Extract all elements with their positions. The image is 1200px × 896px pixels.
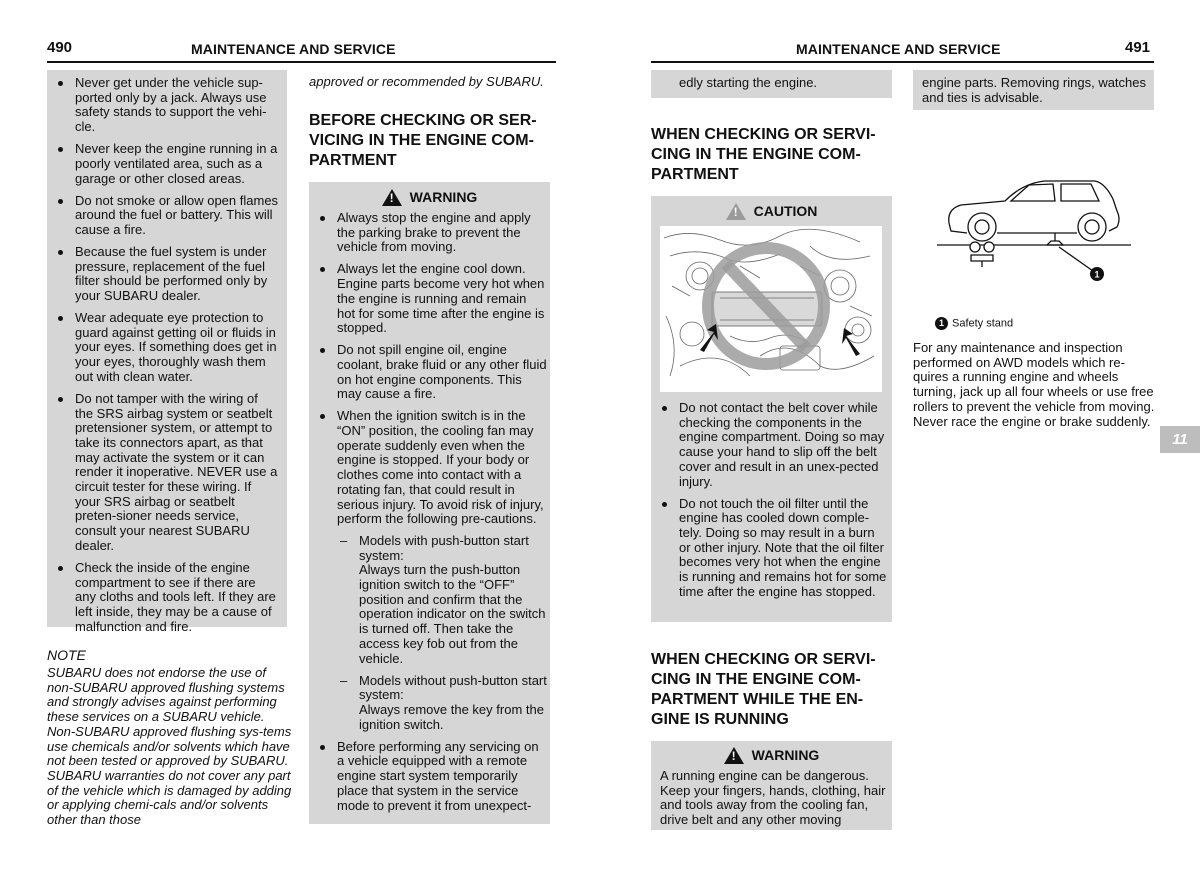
caution-triangle-icon: ! — [726, 203, 746, 220]
precaution-sub-list — [337, 534, 547, 732]
list-item: Do not contact the belt cover while checking the components in the engine compartment. Doing so may cause your hand to slip off the belt cover and result in an unex-pected injury. — [651, 401, 889, 489]
note-title: NOTE — [47, 647, 86, 663]
figure-legend — [935, 317, 1013, 330]
list-item — [337, 674, 547, 733]
caution-header — [651, 200, 892, 222]
section-heading-engine-running: WHEN CHECKING OR SERVI-CING IN THE ENGINE COM-PARTMENT WHILE THE EN-GINE IS RUNNING — [651, 651, 876, 728]
section-heading-before-checking: BEFORE CHECKING OR SER-VICING IN THE ENGINE COM-PARTMENT — [309, 112, 537, 169]
sub-item-body: Always remove the key from the ignition switch. — [359, 701, 544, 732]
list-item: Never keep the engine running in a poorly ventilated area, such as a garage or other closed areas. — [47, 142, 279, 186]
list-item: Do not spill engine oil, engine coolant, brake fluid or any other fluid on hot engine components. This may cause a fire. — [309, 343, 547, 402]
sub-item-title: – Models without push-button start system: — [359, 672, 547, 703]
safety-precautions-box — [47, 70, 287, 634]
caution-box — [651, 196, 892, 622]
warning-continuation-box-2 — [913, 70, 1154, 110]
warning-box-right — [651, 741, 892, 830]
right-header-title: MAINTENANCE AND SERVICE — [796, 41, 1001, 57]
section-heading-when-checking: WHEN CHECKING OR SERVI-CING IN THE ENGINE COM-PARTMENT — [651, 126, 876, 183]
warning-label: WARNING — [751, 747, 820, 763]
ignition-bullet-text: When the ignition switch is in the “ON” position, the cooling fan may operate suddenly even when the engine is stopped. If your body or clothes come into contact with a rotating fan, that could result in serious injury. To avoid risk of injury, perform the following pre-cautions. — [337, 408, 544, 527]
warning-continuation-box — [651, 70, 892, 98]
warning-bullet-list — [309, 211, 547, 821]
caution-bullet-list — [651, 401, 889, 607]
figure-callout-number: 1 — [1094, 269, 1100, 280]
list-item: Do not tamper with the wiring of the SRS airbag system or seatbelt pretensioner system, or attempt to take its connectors apart, as that may activate the system or it can render it inoperative. NEVER use a circuit tester for these wiring. If your SRS airbag or seatbelt preten-sioner needs service, consult your nearest SUBARU dealer. — [47, 392, 279, 554]
sub-item-body: Always turn the push-button ignition switch to the “OFF” position and confirm that the operation indicator on the switch is turned off. Then take the access key fob out from the vehicle. — [359, 562, 546, 666]
awd-maintenance-text: For any maintenance and inspection performed on AWD models which re-quires a running engine and wheels turning, jack up all four wheels or use free rollers to prevent the vehicle from moving. Never race the engine or brake suddenly. — [913, 340, 1155, 429]
caution-label: CAUTION — [753, 203, 818, 219]
list-item — [337, 534, 547, 666]
list-item: Because the fuel system is under pressure, replacement of the fuel filter should be performed only by your SUBARU dealer. — [47, 245, 279, 304]
safety-bullet-list — [47, 70, 287, 634]
legend-label: Safety stand — [952, 317, 1014, 330]
engine-illustration-svg — [660, 226, 882, 392]
right-page-number: 491 — [1125, 39, 1151, 56]
warning-triangle-icon: ! — [724, 747, 744, 764]
warning-triangle-icon: ! — [382, 189, 402, 206]
warning-header — [309, 187, 550, 207]
left-header-rule — [47, 61, 556, 63]
list-item: Wear adequate eye protection to guard against getting oil or fluids in your eyes. If something does get in your eyes, thoroughly wash them out with clean water. — [47, 311, 279, 385]
list-item: Do not smoke or allow open flames around the fuel or battery. This will cause a fire. — [47, 194, 279, 238]
warning-label: WARNING — [409, 189, 478, 205]
list-item — [309, 409, 547, 732]
continuation-text-2: engine parts. Removing rings, watches and ties is advisable. — [922, 75, 1147, 105]
chapter-tab[interactable]: 11 — [1160, 426, 1200, 453]
car-on-stands-svg — [935, 175, 1135, 290]
left-header-title: MAINTENANCE AND SERVICE — [191, 41, 396, 57]
sub-item-title: – Models with push-button start system: — [359, 532, 529, 563]
legend-number-badge: 1 — [935, 317, 948, 330]
list-item: Always let the engine cool down. Engine parts become very hot when the engine is running and remain hot for some time after the engine is stopped. — [309, 262, 547, 336]
note-continuation: approved or recommended by SUBARU. — [309, 74, 544, 89]
safety-stand-illustration — [935, 175, 1135, 290]
list-item: Before performing any servicing on a vehicle equipped with a remote engine start system temporarily place that system in the service mode to prevent it from unexpect- — [309, 740, 547, 814]
right-header-rule — [651, 61, 1154, 63]
left-page-number: 490 — [47, 39, 73, 56]
warning-text: A running engine can be dangerous. Keep your fingers, hands, clothing, hair and tools away from the cooling fan, drive belt and any other moving — [660, 768, 886, 828]
continuation-text: edly starting the engine. — [679, 75, 818, 90]
list-item: Do not touch the oil filter until the engine has cooled down comple-tely. Doing so may result in a burn or other injury. Note that the oil filter becomes very hot when the engine is running and remains hot for some time after the engine has stopped. — [651, 497, 889, 600]
list-item: Never get under the vehicle sup-ported only by a jack. Always use safety stands to support the vehi-cle. — [47, 76, 279, 135]
list-item: Always stop the engine and apply the parking brake to prevent the vehicle from moving. — [309, 211, 547, 255]
warning-header — [651, 745, 892, 765]
engine-compartment-illustration — [660, 226, 882, 392]
list-item: Check the inside of the engine compartment to see if there are any cloths and tools left. If they are left inside, they may be a cause of malfunction and fire. — [47, 561, 279, 635]
warning-box-left — [309, 182, 550, 824]
note-text: SUBARU does not endorse the use of non-SUBARU approved flushing systems and strongly advises against performing these services on a SUBARU vehicle. Non-SUBARU approved flushing sys-tems use chemicals and/or solvents which have not been tested or approved by SUBARU. SUBARU warranties do not cover any part of the vehicle which is damaged by adding or applying chemi-cals and/or solvents other than those — [47, 665, 292, 828]
